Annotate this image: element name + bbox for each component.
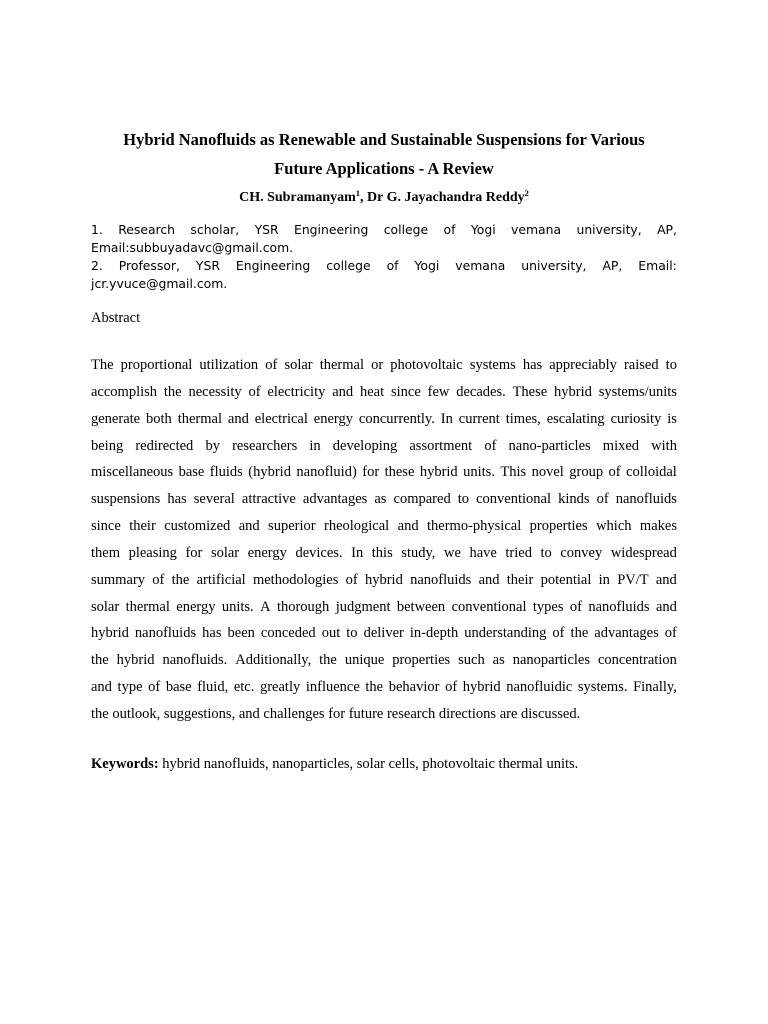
abstract-word: systems/units <box>598 383 677 400</box>
abstract-word: generate <box>91 410 141 427</box>
abstract-body <box>91 352 677 728</box>
abstract-word: their <box>506 571 534 588</box>
abstract-word: the <box>163 383 182 400</box>
abstract-word: them <box>91 544 120 561</box>
abstract-word: proportional <box>120 357 193 373</box>
abstract-word: customized <box>164 518 231 535</box>
abstract-word: to <box>540 544 552 561</box>
abstract-line: the outlook, suggestions, and challenges for future research directions are discussed. <box>91 705 581 722</box>
abstract-word: attractive <box>241 491 296 508</box>
abstract-word: has <box>202 625 222 642</box>
abstract-word: current <box>458 410 500 427</box>
abstract-word: and <box>397 518 419 535</box>
aff1-word: Engineering <box>294 222 369 237</box>
abstract-word: study, <box>401 544 436 561</box>
aff1-word: university, <box>576 222 642 237</box>
abstract-word: pleasing <box>128 544 177 561</box>
abstract-word: group <box>569 464 604 481</box>
abstract-word: etc. <box>233 679 255 696</box>
aff1-word: 1. <box>91 222 103 237</box>
abstract-word: to <box>457 491 470 508</box>
abstract-word: both <box>146 410 172 427</box>
abstract-word: fluids <box>209 464 243 481</box>
abstract-word: out <box>321 625 341 642</box>
abstract-word: unique <box>344 652 385 669</box>
abstract-word: heat <box>359 383 385 400</box>
abstract-word: hybrid <box>116 652 155 669</box>
abstract-word: rheological <box>323 518 390 535</box>
abstract-line <box>91 352 677 379</box>
abstract-word: behavior <box>388 679 440 696</box>
abstract-word: in <box>309 437 321 454</box>
abstract-word: of <box>152 571 165 588</box>
abstract-word: raised <box>623 357 659 373</box>
abstract-word: thermo-physical <box>427 518 522 535</box>
abstract-word: is <box>667 410 677 427</box>
abstract-word: have <box>469 544 497 561</box>
abstract-word: base <box>165 679 192 696</box>
abstract-word: accomplish <box>91 383 158 400</box>
abstract-word: base <box>178 464 205 481</box>
abstract-word: the <box>365 679 384 696</box>
abstract-word: miscellaneous <box>91 464 174 481</box>
affiliations <box>91 221 677 293</box>
abstract-word: type <box>117 679 143 696</box>
abstract-word: for <box>185 544 203 561</box>
abstract-word: and <box>478 571 500 588</box>
abstract-line <box>91 594 677 621</box>
abstract-word: advantages <box>594 625 659 642</box>
abstract-word: thermal <box>125 598 170 615</box>
abstract-word: by <box>205 437 220 454</box>
author-2: Dr G. Jayachandra Reddy <box>367 190 525 205</box>
abstract-line <box>91 567 677 594</box>
abstract-word: to <box>665 357 677 373</box>
abstract-word: several <box>193 491 235 508</box>
abstract-word: few <box>427 383 450 400</box>
abstract-word: In <box>440 410 453 427</box>
abstract-word: been <box>227 625 255 642</box>
abstract-word: conceded <box>260 625 316 642</box>
affiliation-2-email: jcr.yvuce@gmail.com. <box>91 276 228 291</box>
title-line-1: Hybrid Nanofluids as Renewable and Sustainable Suspensions for Various <box>123 130 645 149</box>
aff1-word: of <box>443 222 456 237</box>
abstract-word: suspensions <box>91 491 161 508</box>
abstract-word: nanofluid) <box>296 464 357 481</box>
aff2-word: university, <box>521 258 587 273</box>
abstract-word: nanofluids <box>134 625 197 642</box>
abstract-line <box>91 406 677 433</box>
abstract-word: developing <box>332 437 398 454</box>
abstract-word: of <box>148 679 161 696</box>
aff2-word: of <box>386 258 399 273</box>
abstract-word: hybrid <box>91 625 129 642</box>
abstract-word: devices. <box>295 544 343 561</box>
abstract-word: concurrently. <box>358 410 435 427</box>
abstract-word: which <box>596 518 632 535</box>
abstract-word: tried <box>505 544 532 561</box>
abstract-heading: Abstract <box>91 310 141 326</box>
abstract-word: makes <box>639 518 677 535</box>
abstract-word: energy <box>176 598 216 615</box>
abstract-word: units. <box>221 598 254 615</box>
abstract-line <box>91 647 677 674</box>
abstract-word: or <box>371 357 384 373</box>
abstract-word: These <box>512 383 548 400</box>
abstract-word: to <box>346 625 358 642</box>
abstract-word: electrical <box>254 410 308 427</box>
abstract-word: judgment <box>335 598 391 615</box>
abstract-word: decades. <box>456 383 506 400</box>
aff1-word: vemana <box>511 222 562 237</box>
abstract-word: compared <box>393 491 451 508</box>
abstract-word: assortment <box>409 437 473 454</box>
abstract-word: methodologies <box>252 571 339 588</box>
abstract-line <box>91 459 677 486</box>
abstract-word: energy <box>247 544 287 561</box>
abstract-word: widespread <box>610 544 677 561</box>
abstract-word: researchers <box>232 437 298 454</box>
aff1-word: college <box>383 222 429 237</box>
abstract-word: this <box>371 544 393 561</box>
abstract-word: and <box>238 518 260 535</box>
aff2-word: AP, <box>602 258 623 273</box>
abstract-word: solar <box>284 357 313 373</box>
abstract-word: fluid, <box>197 679 229 696</box>
aff1-word: YSR <box>254 222 279 237</box>
abstract-word: of <box>345 571 358 588</box>
abstract-word: hybrid <box>554 383 592 400</box>
abstract-word: their <box>129 518 156 535</box>
abstract-word: of <box>552 625 565 642</box>
abstract-word: types <box>532 598 564 615</box>
aff2-word: Yogi <box>414 258 440 273</box>
abstract-word: of <box>608 464 621 481</box>
abstract-word: solar <box>210 544 240 561</box>
abstract-word: nanofluidic <box>506 679 573 696</box>
author-2-affiliation-mark: 2 <box>524 188 529 198</box>
abstract-word: conventional <box>476 491 552 508</box>
abstract-word: nanofluids <box>588 598 650 615</box>
abstract-word: deliver <box>363 625 404 642</box>
abstract-word: thorough <box>276 598 330 615</box>
abstract-word: concentration <box>597 652 677 669</box>
abstract-word: hybrid <box>364 571 403 588</box>
title-line-2: Future Applications - A Review <box>274 159 494 178</box>
abstract-word: thermal <box>319 357 364 373</box>
abstract-word: Additionally, <box>235 652 312 669</box>
author-list <box>91 188 677 208</box>
abstract-word: since <box>91 518 121 535</box>
abstract-word: and <box>655 571 677 588</box>
abstract-word: In <box>351 544 364 561</box>
abstract-word: influence <box>305 679 360 696</box>
abstract-word: the <box>319 652 337 669</box>
abstract-word: such <box>458 652 485 669</box>
abstract-word: as <box>492 652 505 669</box>
abstract-word: redirected <box>135 437 194 454</box>
aff2-word: Email: <box>638 258 677 273</box>
abstract-word: thermal <box>177 410 222 427</box>
abstract-word: times, <box>505 410 541 427</box>
affiliation-1-line-1 <box>91 221 677 239</box>
abstract-word: and <box>91 679 112 696</box>
aff1-word: AP, <box>657 222 677 237</box>
abstract-line <box>91 486 677 513</box>
abstract-word: of <box>265 357 278 373</box>
affiliation-1-email: Email:subbuyadavc@gmail.com. <box>91 240 294 255</box>
abstract-word: units. <box>463 464 495 481</box>
abstract-word: the <box>91 652 109 669</box>
abstract-word: nanofluids. <box>162 652 228 669</box>
abstract-word: the <box>171 571 190 588</box>
abstract-word: and <box>655 598 677 615</box>
abstract-word: (hybrid <box>248 464 291 481</box>
author-1-affiliation-mark: 1 <box>355 188 361 198</box>
abstract-word: superior <box>268 518 316 535</box>
affiliation-2-line-1 <box>91 257 677 275</box>
abstract-word: these <box>384 464 415 481</box>
abstract-word: as <box>374 491 387 508</box>
abstract-line <box>91 620 677 647</box>
abstract-line <box>91 513 677 540</box>
abstract-line <box>91 540 677 567</box>
abstract-word: escalating <box>546 410 605 427</box>
keywords <box>91 754 677 774</box>
abstract-word: of <box>484 437 497 454</box>
abstract-word: nanoparticles <box>512 652 591 669</box>
abstract-word: novel <box>531 464 564 481</box>
abstract-word: potential <box>540 571 592 588</box>
abstract-word: the <box>570 625 589 642</box>
abstract-word: summary <box>91 571 145 588</box>
abstract-word: in <box>598 571 610 588</box>
abstract-line <box>91 433 677 460</box>
aff1-word: Research <box>118 222 176 237</box>
abstract-word: systems. <box>577 679 628 696</box>
abstract-word: photovoltaic <box>390 357 463 373</box>
keywords-label: Keywords: <box>91 756 159 772</box>
abstract-word: being <box>91 437 124 454</box>
abstract-word: A <box>260 598 271 615</box>
author-separator: , <box>360 190 368 205</box>
abstract-word: The <box>91 357 114 373</box>
paper-title <box>91 125 677 183</box>
keywords-text: hybrid nanofluids, nanoparticles, solar cells, photovoltaic thermal units. <box>158 756 579 772</box>
abstract-word: for <box>362 464 380 481</box>
abstract-word: properties <box>529 518 588 535</box>
abstract-word: Finally, <box>633 679 677 696</box>
abstract-word: understanding <box>464 625 547 642</box>
abstract-word: This <box>500 464 527 481</box>
abstract-word: of <box>569 598 582 615</box>
abstract-word: appreciably <box>549 357 617 373</box>
abstract-word: of <box>445 679 458 696</box>
abstract-word: mixed <box>602 437 640 454</box>
abstract-word: electricity <box>267 383 326 400</box>
abstract-word: of <box>664 625 677 642</box>
abstract-word: of <box>596 491 609 508</box>
aff1-word: scholar, <box>190 222 240 237</box>
abstract-word: has <box>522 357 543 373</box>
author-1: CH. Subramanyam <box>239 190 356 205</box>
abstract-word: properties <box>392 652 451 669</box>
abstract-word: between <box>396 598 446 615</box>
abstract-line <box>91 674 677 701</box>
abstract-word: hybrid <box>462 679 501 696</box>
abstract-word: solar <box>91 598 120 615</box>
aff2-word: Engineering <box>235 258 311 273</box>
abstract-word: in-depth <box>409 625 459 642</box>
abstract-word: has <box>167 491 187 508</box>
aff2-word: vemana <box>455 258 506 273</box>
abstract-word: advantages <box>302 491 368 508</box>
aff2-word: 2. <box>91 258 103 273</box>
aff2-word: Professor, <box>118 258 180 273</box>
abstract-line <box>91 379 677 406</box>
abstract-word: colloidal <box>626 464 677 481</box>
aff1-word: Yogi <box>470 222 496 237</box>
abstract-word: systems <box>469 357 516 373</box>
abstract-word: artificial <box>196 571 246 588</box>
abstract-word: and <box>332 383 354 400</box>
abstract-word: PV/T <box>617 571 649 588</box>
abstract-word: conventional <box>451 598 527 615</box>
abstract-word: nanofluids <box>615 491 677 508</box>
abstract-word: necessity <box>188 383 242 400</box>
abstract-word: with <box>651 437 677 454</box>
abstract-word: curiosity <box>610 410 662 427</box>
aff2-word: college <box>326 258 371 273</box>
aff2-word: YSR <box>195 258 220 273</box>
abstract-word: kinds <box>558 491 590 508</box>
abstract-word: greatly <box>259 679 301 696</box>
abstract-word: and <box>227 410 249 427</box>
abstract-word: of <box>248 383 261 400</box>
abstract-word: nanofluids <box>410 571 472 588</box>
abstract-word: energy <box>313 410 353 427</box>
abstract-word: convey <box>560 544 603 561</box>
abstract-word: we <box>443 544 461 561</box>
abstract-word: since <box>390 383 421 400</box>
abstract-word: utilization <box>199 357 259 373</box>
abstract-word: nano-particles <box>508 437 591 454</box>
abstract-word: hybrid <box>419 464 458 481</box>
